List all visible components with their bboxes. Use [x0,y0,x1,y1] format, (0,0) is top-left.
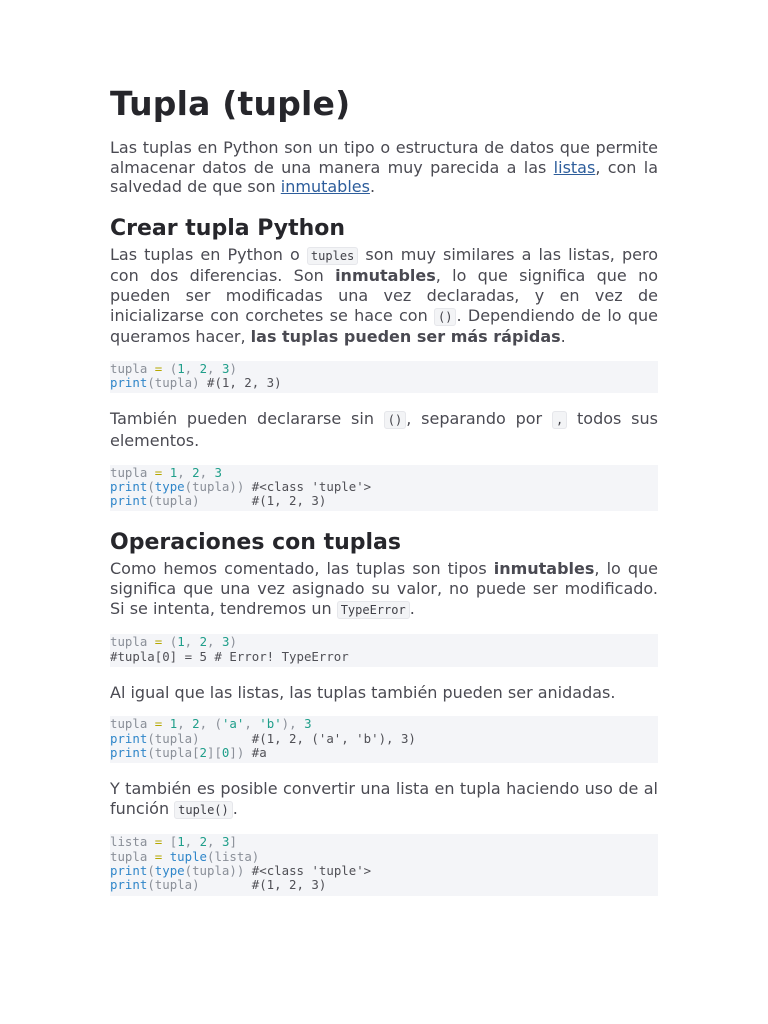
paragraph-text: También pueden declararse sin [110,409,384,429]
code-token: 3 [304,716,312,732]
page-title: Tupla (tuple) [110,84,351,123]
paragraph-text: . Dependiendo de lo que queramos hacer, [110,305,658,347]
code-token: print [110,863,148,879]
paragraph-text: todos sus elementos. [110,409,658,450]
code-token: print [110,478,148,494]
inline-code: tuple() [174,801,233,819]
code-token: = [154,834,163,850]
code-block: tupla = 1, 2, 3 print(type(tupla)) #<class 'tuple'> print(tupla) #(1, 2, 3) [110,465,658,512]
code-token: 3 [221,634,230,650]
intro-paragraph [110,138,658,197]
code-token: type [154,478,185,494]
code-token: [ [169,834,178,850]
code-token: 2 [199,744,207,760]
code-token: print [110,493,148,509]
code-token: 2 [192,716,200,732]
paragraph-text: . [560,327,566,347]
code-token: tupla [110,716,148,732]
paragraph-text: Las tuplas en Python o [110,244,307,264]
code-token: 2 [192,464,200,480]
paragraph-text: Y también es posible convertir una lista en tupla haciendo uso de al función [110,779,658,818]
code-token: ) [229,360,237,376]
paragraph-text: , lo que significa que una vez asignado su valor, no puede ser modificado. Si se intenta, tendremos un [110,559,658,618]
section-heading-operaciones: Operaciones con tuplas [110,530,401,556]
code-block: tupla = (1, 2, 3) print(tupla) #(1, 2, 3) [110,361,658,394]
section1-paragraph-2 [110,409,658,450]
code-token: ]) [229,744,245,760]
code-token: (tupla) [147,877,200,893]
bold-text: las tuplas pueden ser más rápidas [250,327,561,347]
code-block: lista = [1, 2, 3] tupla = tuple(lista) print(type(tupla)) #<class 'tuple'> print(tupla) #(1, 2, 3) [110,834,658,895]
code-token: = [154,464,163,480]
code-token: 'b' [259,716,282,732]
code-token: (tupla) [147,730,200,746]
code-token: 1 [169,716,178,732]
code-token: tuple [169,848,208,864]
code-token: (lista) [207,848,260,864]
code-token: ] [229,834,237,850]
code-token: print [110,877,148,893]
inline-code: () [384,411,406,429]
code-token: 3 [221,834,230,850]
code-token: ) [229,634,237,650]
code-token: (tupla)) [184,478,245,494]
paragraph-text: son muy similares a las listas, pero con dos diferencias. Son [110,244,658,286]
code-comment: #tupla[0] = 5 # Error! TypeError [110,648,349,664]
intro-text: , con la salvedad de que son [110,157,659,197]
code-token: ][ [207,744,222,760]
code-token: (tupla)) [184,863,245,879]
code-token: print [110,375,148,391]
code-token: print [110,730,148,746]
code-block: tupla = (1, 2, 3) #tupla[0] = 5 # Error! TypeError [110,634,658,667]
code-token: 2 [199,360,208,376]
code-token: tupla [110,464,148,480]
intro-text: . [369,177,376,197]
paragraph-text: , lo que significa que no pueden ser modificadas una vez declaradas, y en vez de inicializarse con corchetes se hace con [110,266,658,325]
inline-code: , [552,411,567,429]
paragraph-text: . [409,598,415,618]
code-block: tupla = 1, 2, ('a', 'b'), 3 print(tupla) #(1, 2, ('a', 'b'), 3) print(tupla[2][0]) #a [110,716,658,763]
paragraph-text: . [232,798,238,818]
code-comment: #a [244,744,267,760]
code-comment: #<class 'tuple'> [244,863,372,879]
code-token: = [154,634,163,650]
section-heading-crear-tupla: Crear tupla Python [110,215,346,241]
code-token: = [154,716,163,732]
section2-paragraph-2: Al igual que las listas, las tuplas también pueden ser anidadas. [110,682,616,702]
code-comment: #(1, 2, ('a', 'b'), 3) [199,730,416,746]
code-token: 1 [177,634,185,650]
code-token: 3 [214,464,222,480]
inline-code: tuples [307,247,358,265]
code-token: tupla [110,360,148,376]
code-token: (tupla[ [147,744,200,760]
code-comment: #(1, 2, 3) [199,493,327,509]
listas-link[interactable]: listas [553,157,596,177]
code-token: 0 [221,744,230,760]
code-comment: #(1, 2, 3) [199,375,282,391]
section1-paragraph-1 [110,245,658,347]
code-token: 'a' [221,716,245,732]
paragraph-text: Como hemos comentado, las tuplas son tipos [110,559,494,579]
code-token: = [154,848,163,864]
intro-text: Las tuplas en Python son un tipo o estructura de datos que permite almacenar datos de una manera muy parecida a las [110,138,658,177]
code-token: 2 [199,634,208,650]
code-token: = [154,360,163,376]
code-token: 3 [221,360,230,376]
code-comment: #(1, 2, 3) [199,877,327,893]
code-token: ( [169,360,178,376]
code-token: (tupla) [147,493,200,509]
paragraph-text: , separando por [406,409,552,429]
inline-code: () [434,308,456,326]
code-comment: #<class 'tuple'> [244,478,372,494]
code-token: type [154,863,185,879]
section2-paragraph-3 [110,779,658,820]
code-token: (tupla) [147,375,200,391]
code-token: 1 [169,464,178,480]
bold-text: inmutables [335,266,436,286]
code-token: 1 [177,360,185,376]
code-token: print [110,744,148,760]
article-content [110,84,658,912]
inline-code: TypeError [337,601,410,619]
code-token: ( [169,634,178,650]
code-token: lista [110,834,148,850]
code-token: 2 [199,834,208,850]
code-token: 1 [177,834,185,850]
section2-paragraph-1 [110,559,658,620]
code-token: tupla [110,634,148,650]
code-token: tupla [110,848,148,864]
bold-text: inmutables [493,559,595,579]
inmutables-link[interactable]: inmutables [280,177,370,197]
